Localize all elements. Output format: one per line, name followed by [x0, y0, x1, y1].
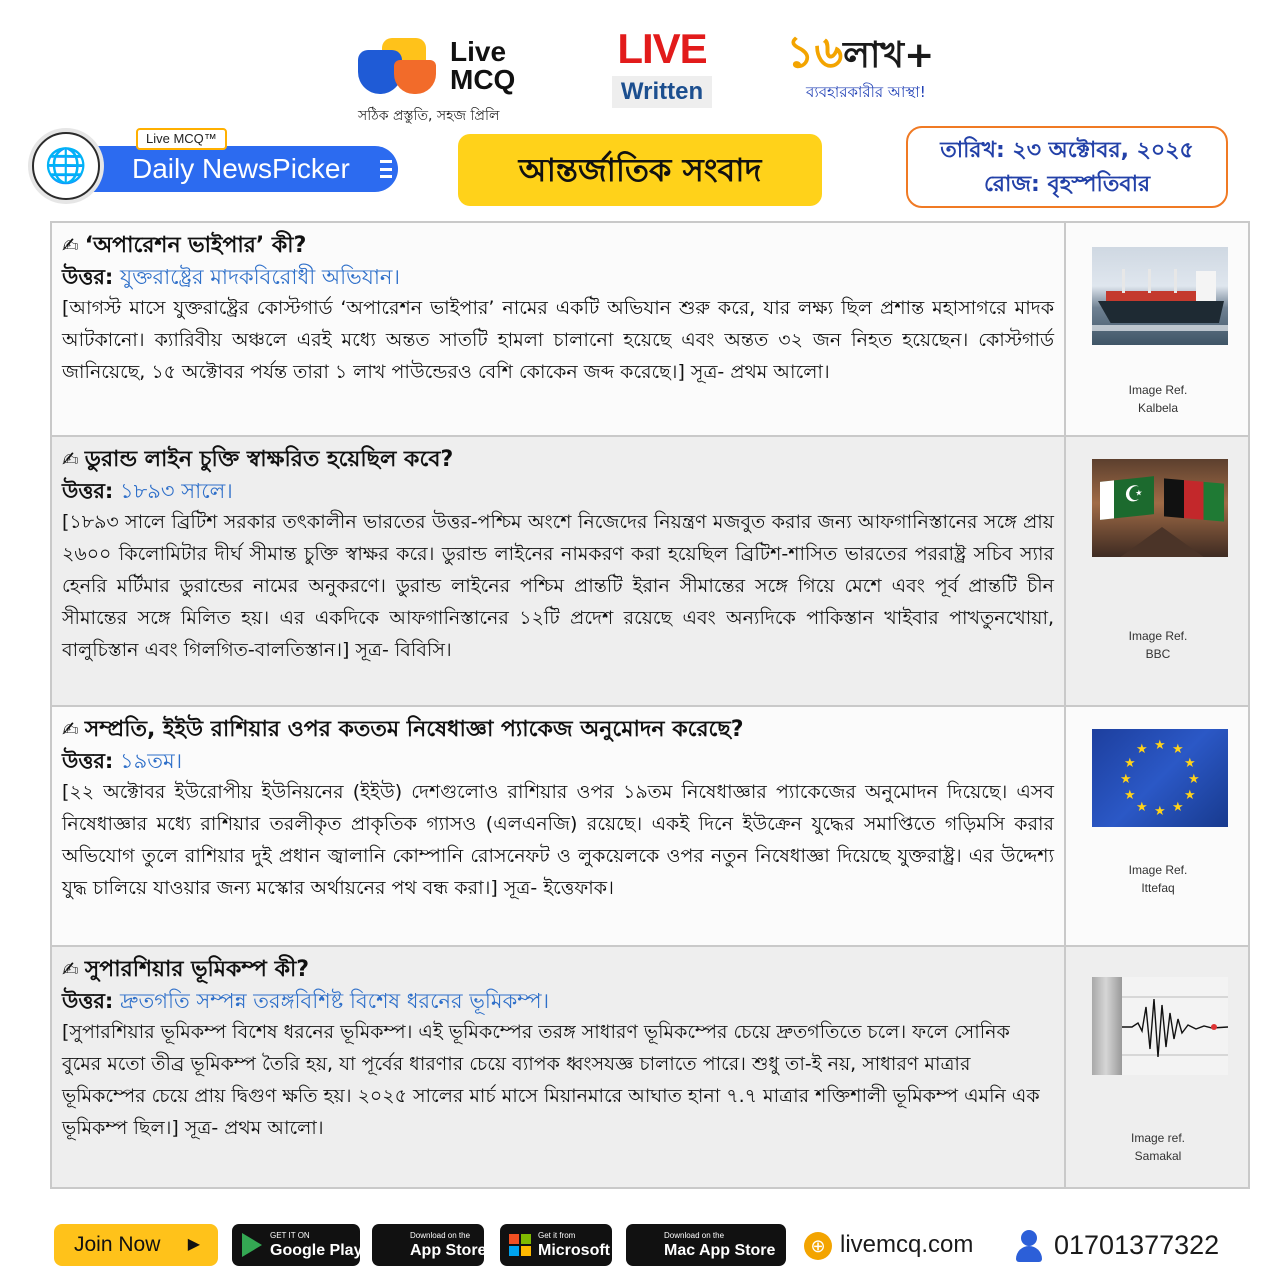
- live-written-logo[interactable]: [612, 26, 712, 116]
- google-play-button[interactable]: GET IT ON Google Play: [232, 1224, 360, 1266]
- date-box: [906, 126, 1228, 208]
- news-text: [52, 437, 1066, 705]
- eu-flag-image: ★ ★ ★ ★ ★ ★ ★ ★ ★ ★ ★ ★: [1092, 729, 1228, 827]
- seismograph-image: [1092, 977, 1228, 1075]
- news-text: [52, 223, 1066, 435]
- mac-app-store-button[interactable]: Download on the Mac App Store: [626, 1224, 786, 1266]
- news-image-cell: [1068, 707, 1248, 945]
- join-now-button[interactable]: Join Now ▶: [54, 1224, 218, 1266]
- app-store-button[interactable]: Download on the App Store: [372, 1224, 484, 1266]
- writing-hand-icon: ✍: [62, 447, 79, 471]
- daily-newspicker-logo: [28, 128, 398, 204]
- news-answer: উত্তর: ১৮৯৩ সালে।: [62, 479, 233, 503]
- users-subtitle: ব্যবহারকারীর আস্থা!: [806, 83, 926, 101]
- news-image-cell: [1068, 223, 1248, 435]
- image-ref: Image Ref. Kalbela: [1128, 383, 1188, 415]
- pakistan-afghanistan-flags-image: [1092, 459, 1228, 557]
- news-question: ✍ ‘অপারেশন ভাইপার’ কী?: [62, 233, 307, 258]
- users-suffix: লাখ+: [843, 35, 935, 76]
- date-line: তারিখ: ২৩ অক্টোবর, ২০২৫: [940, 138, 1194, 163]
- news-globe-icon: 🌐: [32, 132, 100, 200]
- news-question: ✍ সুপারশিয়ার ভূমিকম্প কী?: [62, 957, 310, 982]
- news-explanation: [২২ অক্টোবর ইউরোপীয় ইউনিয়নের (ইইউ) দেশগুলোও রাশিয়ার ওপর ১৯তম নিষেধাজ্ঞার প্যাকেজের অনুমোদন দিয়েছে। এসব নিষেধাজ্ঞার মধ্যে রাশিয়ার তরলীকৃত প্রাকৃতিক গ্যাসও (এলএনজি) রয়েছে। একই দিনে ইউক্রেন যুদ্ধের সমাপ্তিতে গড়িমসি করার অভিযোগ তুলে রাশিয়ার দুই প্রধান জ্বালানি কোম্পানি রোসনেফট ও লুকয়েলকে ওপর নতুন নিষেধাজ্ঞা দিয়েছে যুক্তরাষ্ট্র। এর উদ্দেশ্য যুদ্ধ চালিয়ে যাওয়ার জন্য মস্কোর অর্থায়নের পথ বন্ধ করা।] সূত্র- ইত্তেফাক।: [62, 781, 1054, 899]
- section-title: আন্তর্জাতিক সংবাদ: [458, 134, 822, 206]
- writing-hand-icon: ✍: [62, 957, 79, 981]
- menu-lines-icon: [380, 160, 392, 178]
- play-arrow-icon: ▶: [187, 1236, 200, 1253]
- news-question: ✍ সম্প্রতি, ইইউ রাশিয়ার ওপর কততম নিষেধাজ্ঞা প্যাকেজ অনুমোদন করেছে?: [62, 717, 744, 742]
- newspicker-title: Daily NewsPicker: [132, 153, 350, 184]
- newspicker-title-bar: [82, 146, 398, 192]
- news-explanation: [সুপারশিয়ার ভূমিকম্প বিশেষ ধরনের ভূমিকম্প। এই ভূমিকম্পের তরঙ্গ সাধারণ ভূমিকম্পের চেয়ে দ্রুতগতিতে চলে। ফলে সোনিক বুমের মতো তীব্র ভূমিকম্প তৈরি হয়, যা পূর্বের ধারণার চেয়ে ব্যাপক ধ্বংসযজ্ঞ চালাতে পারে। শুধু তা-ই নয়, সাধারণ মাত্রার ভূমিকম্পের চেয়ে প্রায় দ্বিগুণ ক্ষতি হয়। ২০২৫ সালের মার্চ মাসে মিয়ানমারে আঘাত হানা ৭.৭ মাত্রার শক্তিশালী ভূমিকম্প এমনি এক ভূমিকম্প ছিল।] সূত্র- প্রথম আলো।: [62, 1021, 1040, 1139]
- news-explanation: [১৮৯৩ সালে ব্রিটিশ সরকার তৎকালীন ভারতের উত্তর-পশ্চিম অংশে নিজেদের নিয়ন্ত্রণ মজবুত করার জন্য আফগানিস্তানের সঙ্গে প্রায় ২৬০০ কিলোমিটার দীর্ঘ সীমান্ত চুক্তি স্বাক্ষর করে। ডুরান্ড লাইনের নামকরণ করা হয়েছিল ব্রিটিশ-শাসিত ভারতের পররাষ্ট্র সচিব স্যার হেনরি মর্টিমার ডুরান্ডের নামের অনুকরণে। ডুরান্ড লাইনের পশ্চিম প্রান্তটি ইরান সীমান্তের সঙ্গে গিয়ে মেশে এবং পূর্ব প্রান্তটি চীন সীমান্তের সঙ্গে মিলিত হয়। এর একদিকে আফগানিস্তানের ১২টি প্রদেশ রয়েছে এবং অন্যদিকে পাকিস্তান খাইবার পাখতুনখোয়া, বালুচিস্তান এবং গিলগিত-বালতিস্তান।] সূত্র- বিবিসি।: [62, 511, 1054, 661]
- globe-icon: ⊕: [804, 1232, 832, 1260]
- image-ref: Image ref. Samakal: [1130, 1131, 1186, 1163]
- image-ref: Image Ref. Ittefaq: [1128, 863, 1188, 895]
- livemcq-mark-icon: [358, 38, 438, 98]
- news-table: [50, 221, 1250, 1189]
- image-ref: Image Ref. BBC: [1128, 629, 1188, 661]
- website-link[interactable]: ⊕ livemcq.com: [804, 1226, 973, 1264]
- writing-hand-icon: ✍: [62, 717, 79, 741]
- footer: [0, 1220, 1280, 1270]
- microsoft-store-button[interactable]: Get it from Microsoft: [500, 1224, 612, 1266]
- cargo-ship-image: [1092, 247, 1228, 345]
- news-row: [52, 223, 1248, 437]
- brand-row: [0, 22, 1280, 122]
- apple-icon: [634, 1232, 658, 1256]
- news-image-cell: [1068, 437, 1248, 705]
- apple-icon: [380, 1232, 404, 1256]
- news-text: [52, 947, 1066, 1187]
- written-label: Written: [612, 76, 712, 108]
- phone-number[interactable]: 01701377322: [1014, 1226, 1219, 1264]
- news-image-cell: [1068, 947, 1248, 1187]
- news-row: [52, 707, 1248, 947]
- news-row: [52, 437, 1248, 707]
- livemcq-tagline: সঠিক প্রস্তুতি, সহজ প্রিলি: [358, 108, 500, 124]
- google-play-icon: [242, 1233, 262, 1257]
- support-person-icon: [1014, 1230, 1044, 1262]
- users-count: ১৬: [786, 27, 844, 78]
- news-answer: উত্তর: যুক্তরাষ্ট্রের মাদকবিরোধী অভিযান।: [62, 265, 400, 289]
- livemcq-logo[interactable]: [358, 32, 548, 122]
- users-badge: [786, 28, 976, 118]
- day-line: রোজ: বৃহস্পতিবার: [983, 172, 1151, 197]
- live-label: LIVE: [617, 25, 707, 72]
- news-answer: উত্তর: দ্রুতগতি সম্পন্ন তরঙ্গবিশিষ্ট বিশেষ ধরনের ভূমিকম্প।: [62, 989, 550, 1013]
- news-text: [52, 707, 1066, 945]
- news-explanation: [আগস্ট মাসে যুক্তরাষ্ট্রের কোস্টগার্ড ‘অপারেশন ভাইপার’ নামের একটি অভিযান শুরু করে, যার লক্ষ্য ছিল প্রশান্ত মহাসাগরে মাদক আটকানো। ক্যারিবীয় অঞ্চলে এরই মধ্যে অন্তত সাতটি হামলা চালানো হয়েছে এবং অন্তত ৩২ জন নিহত হয়েছেন। কোস্টগার্ড জানিয়েছে, ১৫ অক্টোবর পর্যন্ত তারা ১ লাখ পাউন্ডেরও বেশি কোকেন জব্দ করেছে।] সূত্র- প্রথম আলো।: [62, 297, 1054, 383]
- microsoft-icon: [509, 1234, 531, 1256]
- livemcq-wordmark: Live MCQ: [450, 36, 516, 95]
- news-question: ✍ ডুরান্ড লাইন চুক্তি স্বাক্ষরিত হয়েছিল কবে?: [62, 447, 454, 472]
- news-row: [52, 947, 1248, 1187]
- newspicker-top-label: Live MCQ™: [136, 128, 227, 150]
- writing-hand-icon: ✍: [62, 233, 79, 257]
- news-answer: উত্তর: ১৯তম।: [62, 749, 183, 773]
